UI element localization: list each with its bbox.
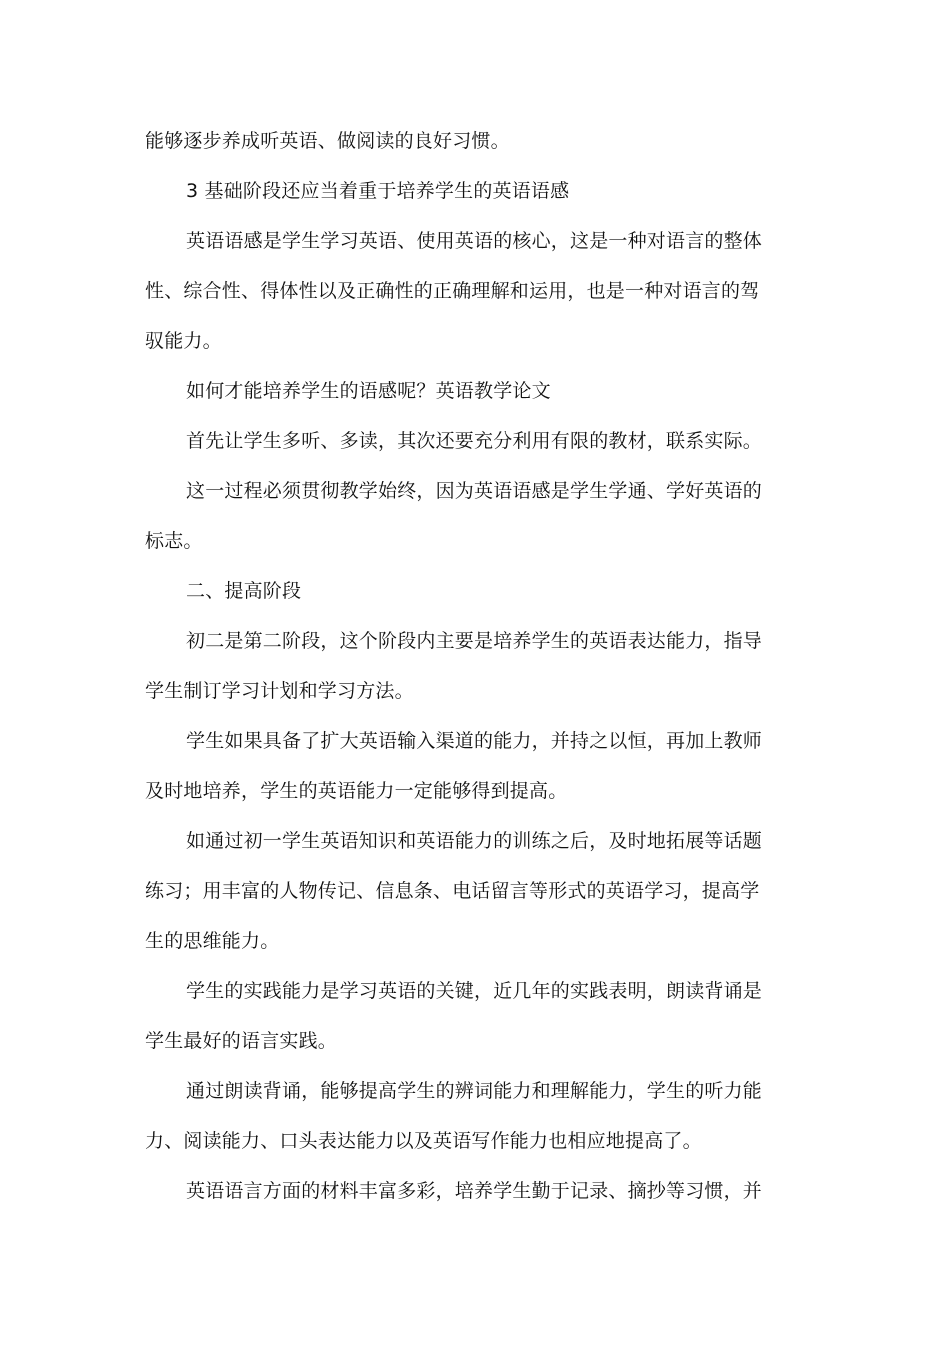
text-line: 学生如果具备了扩大英语输入渠道的能力，并持之以恒，再加上教师 — [186, 730, 763, 752]
text-line: 英语语感是学生学习英语、使用英语的核心，这是一种对语言的整体 — [186, 230, 763, 252]
section-heading: 3 基础阶段还应当着重于培养学生的英语语感 — [186, 180, 570, 202]
text-line: 力、阅读能力、口头表达能力以及英语写作能力也相应地提高了。 — [145, 1130, 702, 1152]
text-line: 如通过初一学生英语知识和英语能力的训练之后，及时地拓展等话题 — [186, 830, 763, 852]
text-line: 通过朗读背诵，能够提高学生的辨词能力和理解能力，学生的听力能 — [186, 1080, 763, 1102]
section-heading: 二、提高阶段 — [186, 580, 302, 602]
text-line: 标志。 — [145, 530, 203, 552]
text-line: 性、综合性、得体性以及正确性的正确理解和运用，也是一种对语言的驾 — [145, 280, 760, 302]
text-line: 初二是第二阶段，这个阶段内主要是培养学生的英语表达能力，指导 — [186, 630, 763, 652]
text-line: 练习；用丰富的人物传记、信息条、电话留言等形式的英语学习，提高学 — [145, 880, 760, 902]
text-line: 能够逐步养成听英语、做阅读的良好习惯。 — [145, 130, 510, 152]
text-line: 如何才能培养学生的语感呢？英语教学论文 — [186, 380, 551, 402]
text-line: 及时地培养，学生的英语能力一定能够得到提高。 — [145, 780, 568, 802]
text-line: 学生最好的语言实践。 — [145, 1030, 338, 1052]
text-line: 首先让学生多听、多读，其次还要充分利用有限的教材，联系实际。 — [186, 430, 763, 452]
text-line: 生的思维能力。 — [145, 930, 280, 952]
text-line: 英语语言方面的材料丰富多彩，培养学生勤于记录、摘抄等习惯，并 — [186, 1180, 763, 1202]
text-line: 学生的实践能力是学习英语的关键，近几年的实践表明，朗读背诵是 — [186, 980, 763, 1002]
text-line: 学生制订学习计划和学习方法。 — [145, 680, 414, 702]
text-line: 这一过程必须贯彻教学始终，因为英语语感是学生学通、学好英语的 — [186, 480, 763, 502]
text-line: 驭能力。 — [145, 330, 222, 352]
